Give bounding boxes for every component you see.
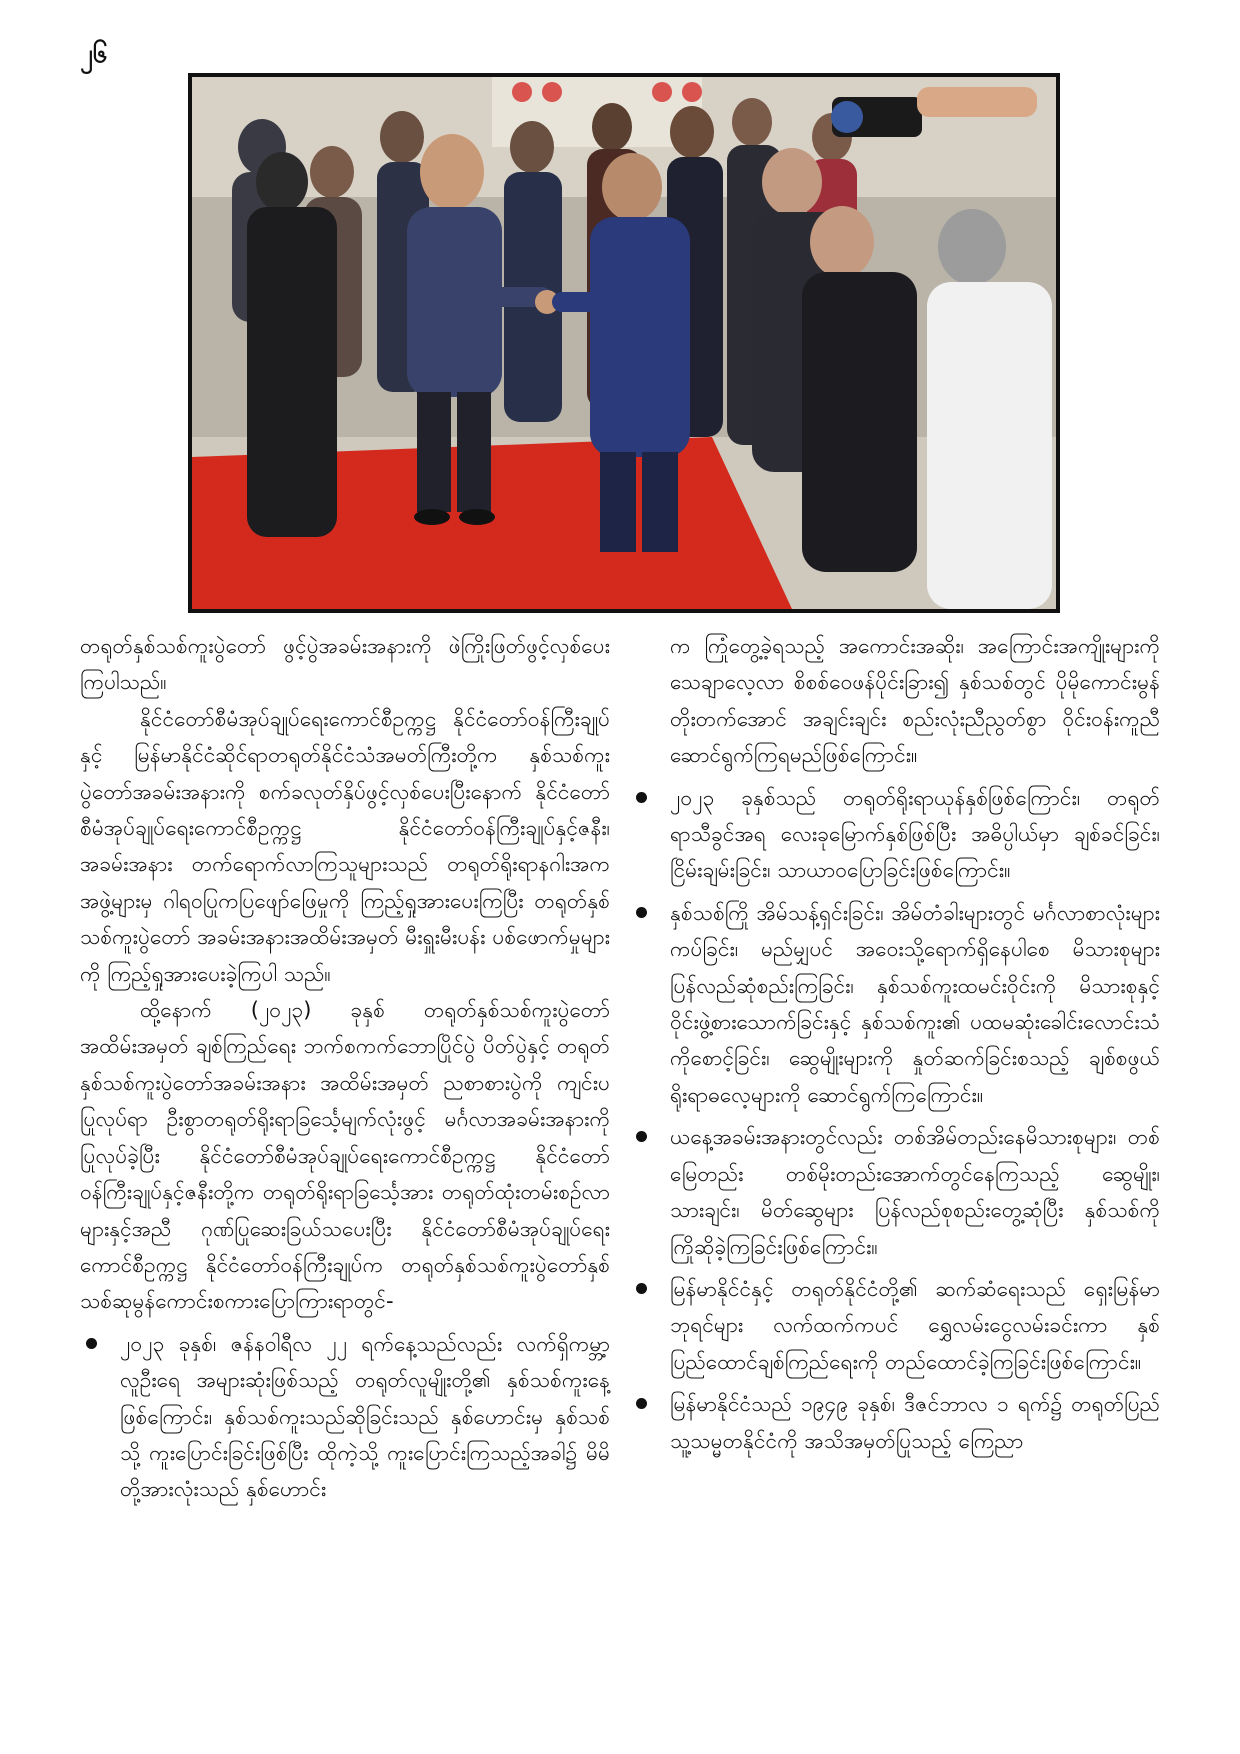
list-item-text: ၂၀၂၃ ခုနှစ်၊ ဇန်နဝါရီလ ၂၂ ရက်နေ့သည်လည်း လက်ရှိကမ္ဘာ့လူဦးရေ အများဆုံးဖြစ်သည့် တရုတ်လူမျိုးတို့၏ နှစ်သစ်ကူးနေ့ဖြစ်ကြောင်း၊ နှစ်သစ်ကူးသည်ဆိုခြင်းသည် နှစ်ဟောင်းမှ နှစ်သစ်သို့ ကူးပြောင်းခြင်းဖြစ်ပြီး ထိုကဲ့သို့ ကူးပြောင်းကြသည့်အခါ၌ မိမိတို့အားလုံးသည် နှစ်ဟောင်း: [120, 1331, 610, 1502]
left-column: [80, 628, 610, 1508]
bullet-icon: [86, 1338, 97, 1349]
list-item-continuation: က ကြုံတွေ့ခဲ့ရသည့် အကောင်းအဆိုး၊ အကြောင်းအကျိုးများကို သေချာလေ့လာ စိစစ်ဝေဖန်ပိုင်းခြား၍ နှစ်သစ်တွင် ပိုမိုကောင်းမွန်တိုးတက်အောင် အချင်းချင်း စည်းလုံးညီညွတ်စွာ ဝိုင်းဝန်းကူညီဆောင်ရွက်ကြရမည်ဖြစ်ကြောင်း။: [670, 634, 1160, 768]
list-item: [630, 780, 1160, 889]
list-item-text: မြန်မာနိုင်ငံနှင့် တရုတ်နိုင်ငံတို့၏ ဆက်ဆံရေးသည် ရှေးမြန်မာဘုရင်များ လက်ထက်ကပင် ရွှေလမ်းငွေလမ်းခင်းကာ နှစ်ပြည်ထောင်ချစ်ကြည်ရေးကို တည်ထောင်ခဲ့ကြခြင်းဖြစ်ကြောင်း။: [670, 1276, 1160, 1374]
bullet-icon: [636, 1398, 647, 1409]
list-item: [80, 1326, 610, 1508]
list-item: [630, 1271, 1160, 1380]
paragraph-ribbon-cutting: တရုတ်နှစ်သစ်ကူးပွဲတော် ဖွင့်ပွဲအခမ်းအနားကို ဖဲကြိုးဖြတ်ဖွင့်လှစ်ပေးကြပါသည်။: [80, 634, 610, 695]
handshake-photo-illustration: [192, 77, 1056, 609]
list-item-text: မြန်မာနိုင်ငံသည် ၁၉၄၉ ခုနှစ်၊ ဒီဇင်ဘာလ ၁ ရက်၌ တရုတ်ပြည်သူ့သမ္မတနိုင်ငံကို အသိအမှတ်ပြုသည့် ကြေညာ: [670, 1392, 1160, 1453]
bullet-icon: [636, 792, 647, 803]
list-item: [630, 1119, 1160, 1265]
bullet-icon: [636, 1131, 647, 1142]
bullet-icon: [636, 1283, 647, 1294]
list-item-text: ၂၀၂၃ ခုနှစ်သည် တရုတ်ရိုးရာယုန်နှစ်ဖြစ်ကြောင်း၊ တရုတ်ရာသီခွင်အရ လေးခုမြောက်နှစ်ဖြစ်ပြီး အဓိပ္ပါယ်မှာ ချစ်ခင်ခြင်း၊ ငြိမ်းချမ်းခြင်း၊ သာယာဝပြောခြင်းဖြစ်ကြောင်း။: [670, 785, 1160, 883]
paragraph-opening-ceremony: နိုင်ငံတော်စီမံအုပ်ချုပ်ရေးကောင်စီဥက္ကဋ္ဌ နိုင်ငံတော်ဝန်ကြီးချုပ်နှင့် မြန်မာနိုင်ငံဆိုင်ရာတရုတ်နိုင်ငံသံအမတ်ကြီးတို့က နှစ်သစ်ကူးပွဲတော်အခမ်းအနားကို စက်ခလုတ်နှိပ်ဖွင့်လှစ်ပေးပြီးနောက် နိုင်ငံတော်စီမံအုပ်ချုပ်ရေးကောင်စီဥက္ကဋ္ဌ နိုင်ငံတော်ဝန်ကြီးချုပ်နှင့်ဇနီး၊ အခမ်းအနား တက်ရောက်လာကြသူများသည် တရုတ်ရိုးရာနဂါးအကအဖွဲ့များမှ ဂါရဝပြုကပြဖျော်ဖြေမှုကို ကြည့်ရှုအားပေးကြပြီး တရုတ်နှစ်သစ်ကူးပွဲတော် အခမ်းအနားအထိမ်းအမှတ် မီးရှူးမီးပန်း ပစ်ဖောက်မှုများကို ကြည့်ရှုအားပေးခဲ့ကြပါ သည်။: [80, 706, 610, 986]
right-column: [630, 628, 1160, 1459]
bullet-icon: [636, 907, 647, 918]
list-item: [630, 1386, 1160, 1459]
list-item-text: နှစ်သစ်ကြို အိမ်သန့်ရှင်းခြင်း၊ အိမ်တံခါးများတွင် မင်္ဂလာစာလုံးများ ကပ်ခြင်း၊ မည်မျှပင် အဝေးသို့ရောက်ရှိနေပါစေ မိသားစုများ ပြန်လည်ဆုံစည်းကြခြင်း၊ နှစ်သစ်ကူးထမင်းဝိုင်းကို မိသားစုနှင့် ဝိုင်းဖွဲ့စားသောက်ခြင်းနှင့် နှစ်သစ်ကူး၏ ပထမဆုံးခေါင်းလောင်းသံကိုစောင့်ခြင်း၊ ဆွေမျိုးများကို နှုတ်ဆက်ခြင်းစသည့် ချစ်စဖွယ်ရိုးရာဓလေ့များကို ဆောင်ရွက်ကြကြောင်း။: [670, 900, 1160, 1107]
event-photo: [188, 73, 1060, 613]
list-item-text: ယနေ့အခမ်းအနားတွင်လည်း တစ်အိမ်တည်းနေမိသားစုများ၊ တစ်မြေတည်း တစ်မိုးတည်းအောက်တွင်နေကြသည့် ဆွေမျိုး၊ သားချင်း၊ မိတ်ဆွေများ ပြန်လည်စုစည်းတွေ့ဆုံပြီး နှစ်သစ်ကိုကြိုဆိုခဲ့ကြခြင်းဖြစ်ကြောင်း။: [670, 1125, 1160, 1259]
paragraph-dinner-event: ထို့နောက် (၂၀၂၃) ခုနှစ် တရုတ်နှစ်သစ်ကူးပွဲတော်အထိမ်းအမှတ် ချစ်ကြည်ရေး ဘက်စကက်ဘောပြိုင်ပွဲ ပိတ်ပွဲနှင့် တရုတ်နှစ်သစ်ကူးပွဲတော်အခမ်းအနား အထိမ်းအမှတ် ညစာစားပွဲကို ကျင်းပပြုလုပ်ရာ ဦးစွာတရုတ်ရိုးရာခြင်္သေ့မျက်လုံးဖွင့် မင်္ဂလာအခမ်းအနားကိုပြုလုပ်ခဲ့ပြီး နိုင်ငံတော်စီမံအုပ်ချုပ်ရေးကောင်စီဥက္ကဋ္ဌ နိုင်ငံတော်ဝန်ကြီးချုပ်နှင့်ဇနီးတို့က တရုတ်ရိုးရာခြင်္သေ့အား တရုတ်ထုံးတမ်းစဉ်လာများနှင့်အညီ ဂုဏ်ပြုဆေးခြယ်သပေးပြီး နိုင်ငံတော်စီမံအုပ်ချုပ်ရေးကောင်စီဥက္ကဋ္ဌ နိုင်ငံတော်ဝန်ကြီးချုပ်က တရုတ်နှစ်သစ်ကူးပွဲတော်နှစ်သစ်ဆုမွန်ကောင်းစကားပြောကြားရာတွင်-: [80, 998, 610, 1314]
list-item: [630, 895, 1160, 1113]
page-number: ၂၆: [80, 39, 108, 69]
